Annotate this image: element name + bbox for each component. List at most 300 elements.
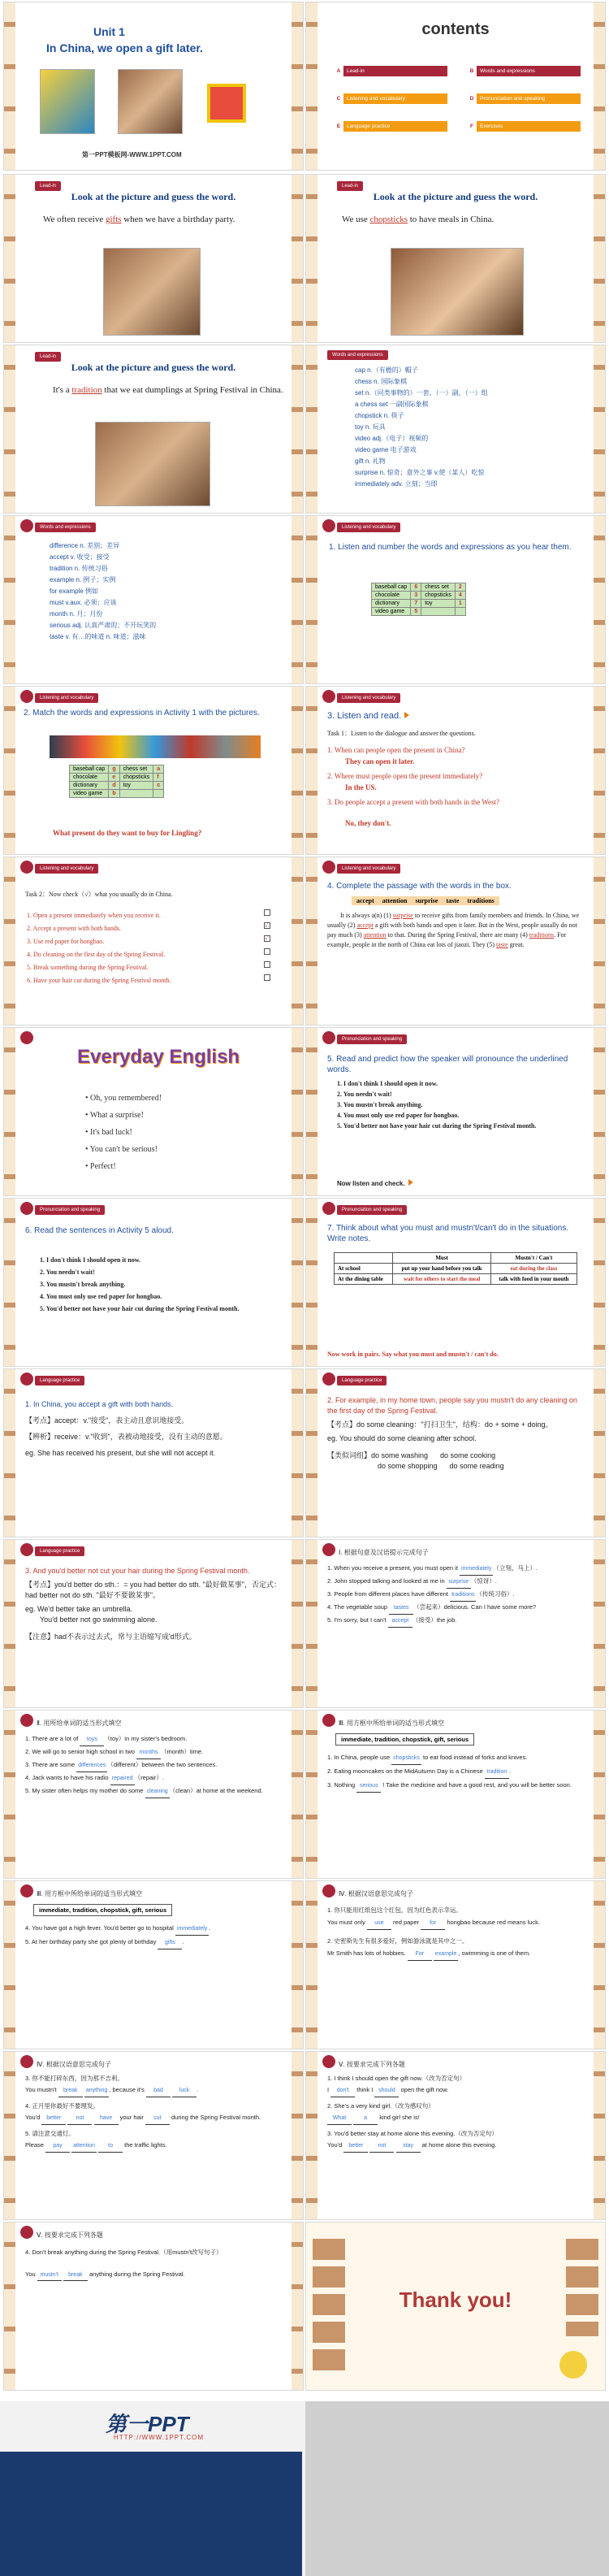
- slide-heading: Look at the picture and guess the word.: [71, 362, 236, 373]
- exercise-item: [25, 2112, 283, 2125]
- listen-note: [337, 1179, 585, 1189]
- slide-activity-6: [3, 1198, 304, 1367]
- phrase-list: [85, 1090, 283, 1175]
- word-item: a chess set 一副国际象棋: [355, 401, 429, 408]
- exercise-item: [25, 2140, 283, 2153]
- language-point: [25, 1399, 283, 1459]
- slide-activity-7: [305, 1198, 606, 1367]
- passage-text: It is always a(n) (1): [340, 912, 391, 919]
- answer-blank: bad: [146, 2085, 171, 2097]
- question-3: 3. Do people accept a present with both hands in the West?: [327, 798, 500, 806]
- contents-label: Exercises: [480, 124, 503, 129]
- word-item: video adj.（电子）视频的: [355, 435, 429, 442]
- item-text: You must only: [327, 1919, 365, 1926]
- contents-tag: D: [467, 93, 477, 104]
- example-sentence: 3. And you'd better not cut your hair during the Spring Festival month.: [25, 1567, 250, 1575]
- item-text: （toy）in my sister's bedroom.: [104, 1735, 188, 1742]
- sentence-pre: It's a: [53, 385, 70, 395]
- item-text: Please: [25, 2141, 44, 2149]
- checkbox[interactable]: √: [264, 922, 270, 929]
- task-line: Task 1：Listen to the dialogue and answer the questions.: [327, 730, 476, 737]
- exercise-item: [25, 2270, 283, 2281]
- item-text: 4. You have got a high fever. You'd better go to hospital: [25, 1924, 174, 1932]
- activity-title: 4. Complete the passage with the words in the box.: [327, 882, 512, 891]
- table-cell: chopsticks: [421, 592, 456, 600]
- word-box: [352, 896, 499, 905]
- section-pill: Language practice: [35, 1546, 84, 1556]
- section-pill: Listening and vocabulary: [35, 693, 98, 703]
- section-pill: Words and expressions: [35, 523, 96, 532]
- item-text: （立刻，马上）.: [493, 1564, 538, 1572]
- answer-cell: b: [109, 790, 119, 798]
- contents-item-b[interactable]: [467, 66, 581, 76]
- table-cell: wait for others to start the meal: [393, 1274, 491, 1285]
- item-text: You mustn't: [25, 2086, 57, 2093]
- word-item: set n.（同类事物的）一套，（一）副，（一）组: [355, 389, 488, 397]
- item-text: 4. The vegetable soup: [327, 1603, 388, 1611]
- guess-sentence: [342, 214, 585, 226]
- activity-title: 7. Think about what you must and mustn't/can't do in the situations. Write notes.: [327, 1224, 569, 1243]
- slide-leadin-gifts: [3, 174, 304, 343]
- speaker-icon[interactable]: [408, 1179, 413, 1186]
- check-item-label: 3. Use red paper for hongbao.: [27, 938, 105, 945]
- slide-language-3: [3, 1539, 304, 1708]
- answer-blank: immediately: [175, 1923, 209, 1936]
- answer-blank: tastes: [389, 1602, 413, 1615]
- section-circle-icon: [322, 519, 335, 532]
- checkbox[interactable]: [264, 909, 270, 916]
- phrase-item: • You can't be serious!: [85, 1145, 158, 1154]
- slide-leadin-chopsticks: [305, 174, 606, 343]
- answer-blank: surprise: [447, 1576, 471, 1589]
- section-circle-icon: [20, 1714, 33, 1727]
- table-cell: toy: [119, 782, 153, 790]
- section-circle-icon: [20, 1031, 33, 1044]
- passage: [327, 911, 585, 950]
- contents-item-e[interactable]: [334, 121, 447, 132]
- guess-sentence: [43, 214, 283, 226]
- word-item: cap n.（有檐的）帽子: [355, 366, 418, 374]
- table-cell: chopsticks: [119, 774, 153, 782]
- check-item-label: 5. Break something during the Spring Festival.: [27, 964, 149, 971]
- similar-phrases: 【类似词组】do some washing do some cooking: [327, 1451, 496, 1459]
- answer-cell: [455, 608, 465, 616]
- exercise-list: [327, 1751, 585, 1793]
- exercise-item: [327, 1602, 585, 1615]
- footer-logo: 第一PPT: [106, 2412, 189, 2436]
- item-text: open the gift now.: [400, 2086, 449, 2093]
- item-text: 5. My sister often helps my mother do some: [25, 1787, 144, 1794]
- answer-blank: example: [434, 1948, 458, 1961]
- answer-cell: e: [109, 774, 119, 782]
- slide-exercise-1: [305, 1539, 606, 1708]
- item-text: 3. There are some: [25, 1761, 76, 1768]
- answer-blank: don't: [330, 2085, 355, 2097]
- item-text: .: [209, 1924, 211, 1932]
- sentence-item: 4. You must only use red paper for hongbao.: [40, 1293, 162, 1300]
- answer-cell: d: [109, 782, 119, 790]
- contents-label: Words and expressions: [480, 68, 535, 74]
- passage-text: . For example, people in the north of China eat lots of jiaozi. They (5): [327, 931, 567, 948]
- answer-blank: toys: [80, 1734, 104, 1746]
- contents-item-c[interactable]: [334, 93, 447, 104]
- table-header: Mustn't / Can't: [490, 1253, 577, 1264]
- contents-tag: A: [334, 66, 343, 76]
- answer: accept: [356, 922, 374, 929]
- activity-title-text: 3. Listen and read.: [327, 711, 402, 721]
- sentence-item: 5. You'd better not have your hair cut during the Spring Festival month.: [337, 1122, 537, 1130]
- answer-blank: What: [327, 2113, 352, 2125]
- answer-blank: better: [41, 2113, 66, 2125]
- word-item: video game 电子游戏: [355, 446, 417, 453]
- sentence-item: 1. I don't think I should open it now.: [40, 1256, 141, 1264]
- exercise-title: Ⅴ. 按要求完成下列各题: [339, 2061, 405, 2068]
- check-item: [27, 909, 270, 922]
- sentence-post: to have meals in China.: [409, 215, 495, 224]
- table-cell: [421, 608, 456, 616]
- answer-cell: 7: [411, 600, 421, 608]
- exercise-list: [327, 1563, 585, 1628]
- item-text: kind girl she is!: [379, 2114, 420, 2121]
- everyday-english-logo: Everyday English: [77, 1046, 240, 1068]
- passage-text: great.: [509, 941, 525, 948]
- slide-exercise-5a: [305, 2051, 606, 2220]
- table-cell: chocolate: [372, 592, 411, 600]
- section-pill: Words and expressions: [327, 350, 388, 360]
- notes-table: [334, 1252, 577, 1285]
- word-item: difference n. 差别；差异: [50, 542, 120, 549]
- answer-1: They can open it later.: [345, 757, 415, 765]
- section-circle-icon: [322, 1884, 335, 1897]
- exercise-item: [25, 1772, 283, 1785]
- item-text: 5. I'm sorry, but I can't: [327, 1616, 387, 1624]
- answer-blank: not: [67, 2113, 92, 2125]
- word-item: accept v. 收受；接受: [50, 553, 110, 561]
- contents-label: Listening and vocabulary: [347, 96, 405, 102]
- sentence-item: 1. I don't think I should open it now.: [337, 1080, 438, 1087]
- item-text: think: [356, 2086, 370, 2093]
- item-text: red paper: [393, 1919, 420, 1926]
- table-cell: chess set: [421, 583, 456, 592]
- table-cell: baseball cap: [372, 583, 411, 592]
- item-text: （尝起来）delicious. Can I have some more?: [413, 1603, 537, 1611]
- check-list: [27, 909, 270, 987]
- box-word: taste: [446, 897, 460, 904]
- point-note: 【考点】you'd better do sth.：= you had better do sth. "最好做某事"，否定式：had better not do sth. "最好不要做某事"。: [25, 1581, 281, 1599]
- section-circle-icon: [20, 1202, 33, 1215]
- site-label: 第一PPT模板网-WWW.1PPT.COM: [82, 151, 182, 158]
- word-item: tradition n. 传统习俗: [50, 565, 108, 572]
- answer-blank: immediately: [460, 1563, 493, 1576]
- answer-blank: accept: [388, 1615, 412, 1628]
- contents-label: Lead-in: [347, 68, 365, 74]
- check-item: [27, 935, 270, 948]
- item-text: your hair: [119, 2114, 144, 2121]
- phrase-item: • Oh, you remembered!: [85, 1094, 162, 1103]
- contents-tag: E: [334, 121, 343, 132]
- section-pill: Language practice: [337, 1376, 387, 1386]
- section-circle-icon: [322, 2055, 335, 2068]
- answer-cell: c: [153, 782, 164, 790]
- table-cell: video game: [70, 790, 109, 798]
- table-cell: toy: [421, 600, 456, 608]
- answer-blank: break: [63, 2270, 88, 2281]
- distinction-note: 【辨析】receive：v."收到"，表被动地接受，没有主动的意愿。: [25, 1433, 227, 1441]
- item-text: （传统习俗）.: [476, 1590, 515, 1598]
- item-text: the traffic lights.: [124, 2141, 167, 2149]
- answer: surprise: [392, 912, 413, 919]
- exercise-item: [327, 1765, 585, 1779]
- item-text: .: [508, 1767, 511, 1775]
- activity-title: 2. Match the words and expressions in Activity 1 with the pictures.: [24, 709, 260, 718]
- sentence-item: 2. You needn't wait!: [40, 1268, 95, 1276]
- items-picture-strip: [50, 735, 261, 758]
- item-text: 1. There are a lot of: [25, 1735, 79, 1742]
- table-header: Must: [393, 1253, 491, 1264]
- answer-cell: a: [153, 765, 164, 774]
- point-note: 【考点】accept：v."接受"，表主动且意识地接受。: [25, 1416, 189, 1425]
- word-item: immediately adv. 立刻；当即: [355, 480, 438, 488]
- exercise-item: [25, 1746, 283, 1759]
- answer-blank: cleaning: [145, 1786, 170, 1798]
- item-text: at home alone this evening.: [421, 2141, 497, 2149]
- footer-url: HTTP://WWW.1PPT.COM: [114, 2434, 204, 2441]
- item-prompt: 5. 请注意交通灯。: [25, 2130, 75, 2137]
- exercise-list: [25, 2073, 283, 2153]
- section-pill: Listening and vocabulary: [337, 864, 400, 874]
- answer: tradition: [71, 385, 102, 395]
- sentence-item: 4. You must only use red paper for hongbao.: [337, 1112, 460, 1119]
- slide-activity-5: [305, 1027, 606, 1196]
- exercise-item: [25, 2084, 283, 2097]
- slide-exercise-2: [3, 1710, 304, 1879]
- answer-blank: pay: [45, 2140, 70, 2153]
- attention-note: 【注意】had不表示过去式，常与主语缩写成'd形式。: [25, 1633, 197, 1641]
- table-cell: talk with food in your mouth: [490, 1274, 577, 1285]
- table-cell: chess set: [119, 765, 153, 774]
- answer: traditions: [529, 931, 555, 939]
- item-text: , swimming is one of them.: [458, 1949, 531, 1957]
- section-circle-icon: [322, 1543, 335, 1556]
- activity-title: [327, 711, 585, 721]
- bear-decoration-right: [566, 2239, 598, 2336]
- word-item: taste v. 有…的味道 n. 味道；滋味: [50, 633, 146, 640]
- section-circle-icon: [20, 1884, 33, 1897]
- item-text: 2. We will go to senior high school in two: [25, 1748, 135, 1755]
- item-text: Mr Smith has lots of hobbies.: [327, 1949, 406, 1957]
- question-1: 1. When can people open the present in China?: [327, 746, 465, 754]
- answer-blank: cut: [145, 2113, 170, 2125]
- exercise-title: Ⅲ. 用方框中所给单词的适当形式填空: [339, 1720, 444, 1727]
- answer-blank: for: [421, 1917, 445, 1930]
- section-pill: Lead-in: [35, 352, 61, 362]
- answer-blank: anything: [84, 2085, 109, 2097]
- item-prompt: 3. You'd better stay at home alone this evening.（改为否定句）: [327, 2130, 498, 2137]
- answer-blank: have: [94, 2113, 119, 2125]
- item-text: （接受）the job.: [412, 1616, 457, 1624]
- box-word: attention: [382, 897, 408, 904]
- answer-blank: mustn't: [37, 2270, 62, 2281]
- word-item: chess n. 国际象棋: [355, 378, 408, 385]
- example-eg: eg. She has received his present, but she will not accept it.: [25, 1449, 216, 1457]
- passage-text: to receive gifts from family members and friends. In China, we usually (2): [327, 912, 580, 929]
- exercise-item: [327, 1916, 585, 1930]
- item-text: 3. Nothing: [327, 1781, 356, 1789]
- answer-blank: not: [369, 2140, 394, 2153]
- exercise-item: [327, 2084, 585, 2097]
- section-pill: Listening and vocabulary: [337, 523, 400, 532]
- exercise-list: [327, 2073, 585, 2153]
- box-word: surprise: [415, 897, 438, 904]
- exercise-item: [25, 1733, 283, 1746]
- task-line: Task 2：Now check（√）what you usually do in China.: [25, 891, 173, 898]
- item-text: （clean）at home at the weekend.: [169, 1787, 263, 1794]
- exercise-title: Ⅳ. 根据汉语意思完成句子: [339, 1890, 413, 1897]
- exercise-prompt: 4. Don't break anything during the Spring Festival.（用mustn't改写句子）: [25, 2249, 222, 2256]
- word-item: chopstick n. 筷子: [355, 412, 404, 419]
- answer-cell: f: [153, 774, 164, 782]
- item-text: .: [182, 1938, 184, 1945]
- answer-cell: g: [109, 765, 119, 774]
- table-cell: put up your hand before you talk: [393, 1264, 491, 1274]
- slide-exercise-4b: [3, 2051, 304, 2220]
- exercise-item: [327, 1779, 585, 1793]
- answer-blank: chopsticks: [391, 1752, 421, 1765]
- word-item: toy n. 玩具: [355, 423, 386, 431]
- item-text: （month）time.: [161, 1748, 204, 1755]
- word-item: for example 例如: [50, 588, 99, 595]
- slide-title: [3, 2, 304, 171]
- section-circle-icon: [322, 1373, 335, 1386]
- example-eg: You'd better not go swimming alone.: [40, 1615, 158, 1624]
- checkbox[interactable]: √: [264, 935, 270, 942]
- answer-blank: tradition: [485, 1766, 509, 1779]
- row-label: At school: [335, 1264, 393, 1274]
- answer-blank: should: [374, 2085, 399, 2097]
- section-circle-icon: [20, 861, 33, 874]
- checkbox[interactable]: [264, 974, 270, 981]
- check-item-label: 1. Open a present immediately when you receive it.: [27, 912, 161, 919]
- section-circle-icon: [20, 2055, 33, 2068]
- item-text: during the Spring Festival month.: [171, 2114, 261, 2121]
- item-prompt: 2. She's a very kind girl.（改为感叹句）: [327, 2102, 434, 2110]
- item-text: You'd: [25, 2114, 41, 2121]
- item-text: anything during the Spring Festival.: [89, 2270, 185, 2278]
- example-eg: eg. You should do some cleaning after school.: [327, 1434, 477, 1442]
- section-circle-icon: [322, 1714, 335, 1727]
- exercise-title: Ⅰ. 根据句意及汉语提示完成句子: [339, 1549, 429, 1556]
- check-item: [27, 974, 270, 987]
- words-table: [371, 583, 466, 616]
- answer-cell: [153, 790, 164, 798]
- word-item: serious adj. 认真严肃的；不开玩笑的: [50, 622, 157, 629]
- slide-exercise-3b: [3, 1880, 304, 2049]
- exercise-item: [25, 1785, 283, 1798]
- footer-info-panel: [0, 2452, 302, 2576]
- section-pill: Listening and vocabulary: [35, 864, 98, 874]
- sentence-pre: We often receive: [43, 215, 104, 224]
- section-circle-icon: [20, 1543, 33, 1556]
- item-text: You'd: [327, 2141, 343, 2149]
- example-sentence: 2. For example, in my home town, people say you mustn't do any cleaning on the first day of the Spring Festival.: [327, 1396, 577, 1415]
- thank-you-text: Thank you!: [399, 2288, 512, 2312]
- contents-item-d[interactable]: [467, 93, 581, 104]
- slide-everyday-english: [3, 1027, 304, 1196]
- table-cell: video game: [372, 608, 411, 616]
- slide-activity-4: [305, 856, 606, 1026]
- exercise-title: Ⅱ. 用所给单词的适当形式填空: [37, 1720, 122, 1727]
- sentence-post: when we have a birthday party.: [123, 215, 235, 224]
- answer-cell: 2: [455, 583, 465, 592]
- answer-blank: For: [408, 1948, 432, 1961]
- contents-title: contents: [421, 20, 490, 38]
- example-eg: eg. We'd better take an umbrella.: [25, 1605, 133, 1613]
- exercise-item: [25, 1936, 283, 1949]
- table-cell: eat during the class: [490, 1264, 577, 1274]
- exercise-item: [25, 1759, 283, 1772]
- checkbox[interactable]: [264, 948, 270, 955]
- item-text: 2. Eating mooncakes on the MidAutumn Day is a Chinese: [327, 1767, 483, 1775]
- item-text: hongbao because red means luck.: [447, 1919, 540, 1926]
- point-note: 【考点】do some cleaning："打扫卫生"，结构：do + some + doing。: [327, 1420, 553, 1429]
- word-box: immediate, tradition, chopstick, gift, serious: [33, 1904, 172, 1916]
- exercise-item: [327, 1615, 585, 1628]
- check-item-label: 2. Accept a present with both hands.: [27, 925, 121, 932]
- item-prompt: 1. 你只能用红纸包这个红包，因为红色表示幸运。: [327, 1906, 462, 1914]
- word-item: surprise n. 惊奇；意外之事 v.使（某人）吃惊: [355, 469, 485, 476]
- word-list: [50, 540, 283, 643]
- answer-blank: serious: [356, 1780, 381, 1793]
- answer-blank: break: [58, 2085, 83, 2097]
- answer-cell: 3: [411, 592, 421, 600]
- speaker-icon[interactable]: [404, 712, 409, 718]
- children-image: [118, 69, 183, 134]
- exercise-item: [327, 1576, 585, 1589]
- check-item: [27, 948, 270, 961]
- contents-tag: F: [467, 121, 477, 132]
- item-text: I: [327, 2086, 330, 2093]
- slide-activity-3: [305, 686, 606, 855]
- slide-heading: Look at the picture and guess the word.: [71, 191, 236, 202]
- example-sentence: 1. In China, you accept a gift with both hands.: [25, 1400, 174, 1408]
- exercise-item: [327, 2140, 585, 2153]
- contents-item-a[interactable]: [334, 66, 447, 76]
- contents-item-f[interactable]: [467, 121, 581, 132]
- answer-blank: attention: [71, 2140, 97, 2153]
- checkbox[interactable]: [264, 961, 270, 968]
- footer-gray-panel: [305, 2401, 609, 2576]
- passage-text: to that. During the Spring Festival, there are many (4): [387, 931, 528, 939]
- slide-language-2: [305, 1368, 606, 1537]
- item-text: 1. When you receive a present, you must open it: [327, 1564, 458, 1572]
- sentence-item: 3. You mustn't break anything.: [337, 1101, 423, 1108]
- exercise-item: [327, 1947, 585, 1961]
- answer: gifts: [105, 215, 122, 224]
- section-pill: Pronunciation and speaking: [35, 1205, 105, 1215]
- sentence-list: [337, 1078, 585, 1131]
- answer: attention: [363, 931, 387, 939]
- item-text: （repair）.: [134, 1774, 164, 1781]
- slide-activity-1: [305, 515, 606, 684]
- exercise-title: Ⅲ. 用方框中所给单词的适当形式填空: [37, 1890, 142, 1897]
- word-item: example n. 例子；实例: [50, 576, 116, 583]
- answer-cell: 6: [411, 583, 421, 592]
- answer-blank: better: [343, 2140, 368, 2153]
- slide-task-2: [3, 856, 304, 1026]
- answer-blank: differences: [76, 1760, 107, 1772]
- section-circle-icon: [322, 861, 335, 874]
- answer-blank: months: [136, 1747, 161, 1759]
